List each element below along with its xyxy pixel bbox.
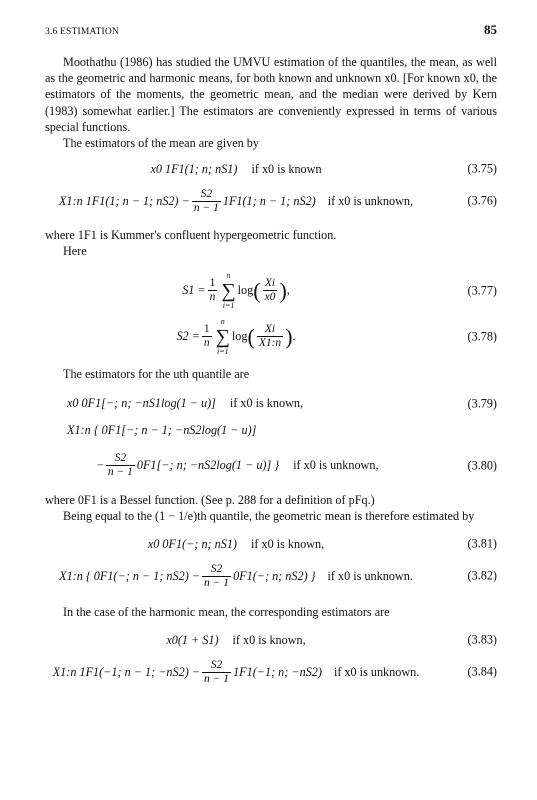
equation-number: (3.83) bbox=[467, 632, 497, 647]
log-function: log bbox=[237, 283, 254, 298]
equation-number: (3.81) bbox=[467, 536, 497, 551]
equation-lhs: S1 = bbox=[182, 283, 206, 298]
fraction-denominator: n − 1 bbox=[204, 672, 230, 685]
equation-fraction bbox=[202, 659, 231, 686]
log-function: log bbox=[231, 329, 248, 344]
equation-term: X1:n 1F1(−1; n − 1; −nS2) − bbox=[52, 664, 201, 679]
fraction-numerator: S2 bbox=[210, 562, 223, 575]
fraction-denominator: x0 bbox=[264, 291, 276, 304]
equation-expression: x0 1F1(1; n; nS1) bbox=[150, 161, 238, 176]
summation bbox=[216, 317, 230, 357]
fraction-numerator: S2 bbox=[200, 187, 213, 200]
running-header bbox=[45, 22, 497, 38]
fraction-denominator: n bbox=[209, 291, 216, 304]
fraction-denominator: n bbox=[203, 337, 210, 350]
paragraph-geometric-mean: Being equal to the (1 − 1/e)th quantile, the geometric mean is therefore estimated by bbox=[63, 509, 475, 524]
equation-number: (3.75) bbox=[467, 161, 497, 176]
sum-lower-limit: i=1 bbox=[216, 346, 229, 356]
right-paren-icon: ) bbox=[285, 323, 293, 349]
equation-3-80-line-2 bbox=[45, 446, 497, 486]
sum-lower-limit: i=1 bbox=[222, 300, 235, 310]
sigma-icon: ∑ bbox=[221, 279, 236, 302]
equation-term: − bbox=[97, 458, 104, 473]
fraction-denominator: n − 1 bbox=[204, 576, 230, 589]
paragraph-harmonic-mean: In the case of the harmonic mean, the corresponding estimators are bbox=[63, 605, 390, 620]
equation-3-76 bbox=[45, 181, 497, 221]
fraction-denominator: n − 1 bbox=[193, 201, 219, 214]
equation-3-79 bbox=[45, 392, 497, 416]
equation-3-84 bbox=[45, 652, 497, 692]
equation-fraction bbox=[208, 277, 218, 304]
equation-fraction bbox=[202, 323, 212, 350]
paragraph-bessel: where 0F1 is a Bessel function. (See p. 288 for a definition of pFq.) bbox=[45, 492, 375, 507]
left-paren-icon: ( bbox=[247, 323, 255, 349]
equation-term: 1F1(1; n − 1; nS2) bbox=[222, 193, 316, 208]
equation-3-82 bbox=[45, 556, 497, 596]
equation-3-77 bbox=[45, 268, 497, 314]
fraction-numerator: Xi bbox=[264, 277, 276, 290]
equation-3-81 bbox=[45, 532, 497, 556]
equation-condition: if x0 is known, bbox=[250, 536, 325, 551]
summation bbox=[221, 271, 235, 311]
section-label: 3.6 ESTIMATION bbox=[45, 27, 120, 37]
paragraph-kummer: where 1F1 is Kummer's confluent hypergeometric function. bbox=[45, 228, 337, 243]
equation-number: (3.84) bbox=[467, 664, 497, 679]
equation-number: (3.80) bbox=[467, 458, 497, 473]
paragraph-intro: Moothathu (1986) has studied the UMVU estimation of the quantiles, the mean, as well as the geometric and harmonic means, for both known and unknown x0. [For known x0, the estimators of the moments, the geometric mean, and the median were derived by Kern (1983) somewhat earlier.] The estimators are conveniently expressed in terms of various special functions. bbox=[45, 55, 497, 134]
equation-term: 0F1[−; n; −nS2log(1 − u)] } bbox=[136, 458, 280, 473]
equation-condition: if x0 is unknown. bbox=[327, 568, 413, 583]
equation-fraction bbox=[192, 188, 221, 215]
equation-condition: if x0 is known, bbox=[232, 632, 306, 647]
equation-lhs: S2 = bbox=[176, 329, 200, 344]
fraction-numerator: Xi bbox=[264, 323, 276, 336]
equation-number: (3.79) bbox=[467, 396, 497, 411]
page bbox=[45, 22, 497, 692]
fraction-denominator: X1:n bbox=[258, 337, 282, 350]
fraction-numerator: S2 bbox=[114, 452, 127, 465]
equation-3-75 bbox=[45, 157, 497, 181]
equation-term: X1:n { 0F1(−; n − 1; nS2) − bbox=[59, 568, 201, 583]
equation-number: (3.78) bbox=[467, 329, 497, 344]
sum-upper-limit: n bbox=[220, 316, 225, 326]
equation-condition: if x0 is known, bbox=[229, 396, 304, 411]
equation-number: (3.76) bbox=[467, 193, 497, 208]
equation-fraction bbox=[202, 563, 231, 590]
page-number: 85 bbox=[484, 22, 497, 37]
left-paren-icon: ( bbox=[253, 277, 261, 303]
sum-upper-limit: n bbox=[226, 270, 231, 280]
fraction-denominator: n − 1 bbox=[107, 466, 133, 479]
fraction-numerator: 1 bbox=[209, 277, 216, 290]
equation-punctuation: , bbox=[286, 283, 290, 298]
right-paren-icon: ) bbox=[279, 277, 287, 303]
equation-fraction bbox=[106, 452, 135, 479]
equation-3-80-line-1 bbox=[45, 416, 497, 446]
paragraph-here: Here bbox=[63, 244, 87, 259]
equation-3-78 bbox=[45, 314, 497, 360]
fraction-numerator: S2 bbox=[210, 658, 223, 671]
equation-expression: x0(1 + S1) bbox=[166, 632, 219, 647]
paragraph-mean-intro: The estimators of the mean are given by bbox=[63, 136, 259, 151]
fraction-numerator: 1 bbox=[203, 323, 210, 336]
equation-term: 0F1(−; n; nS2) } bbox=[233, 568, 316, 583]
equation-3-83 bbox=[45, 628, 497, 652]
sigma-icon: ∑ bbox=[215, 325, 230, 348]
equation-condition: if x0 is unknown, bbox=[327, 193, 414, 208]
equation-expression: x0 0F1[−; n; −nS1log(1 − u)] bbox=[67, 396, 216, 411]
paragraph-quantile-intro: The estimators for the uth quantile are bbox=[63, 366, 250, 381]
equation-term: X1:n 1F1(1; n − 1; nS2) − bbox=[58, 193, 190, 208]
equation-condition: if x0 is unknown, bbox=[293, 458, 379, 473]
equation-punctuation: . bbox=[292, 329, 296, 344]
equation-fraction bbox=[257, 323, 283, 350]
equation-number: (3.77) bbox=[467, 283, 497, 298]
equation-condition: if x0 is known bbox=[251, 161, 322, 176]
equation-condition: if x0 is unknown. bbox=[333, 664, 420, 679]
equation-number: (3.82) bbox=[467, 568, 497, 583]
equation-expression: X1:n { 0F1[−; n − 1; −nS2log(1 − u)] bbox=[67, 423, 257, 438]
equation-fraction bbox=[263, 277, 278, 304]
equation-expression: x0 0F1(−; n; nS1) bbox=[147, 536, 237, 551]
equation-term: 1F1(−1; n; −nS2) bbox=[233, 664, 322, 679]
